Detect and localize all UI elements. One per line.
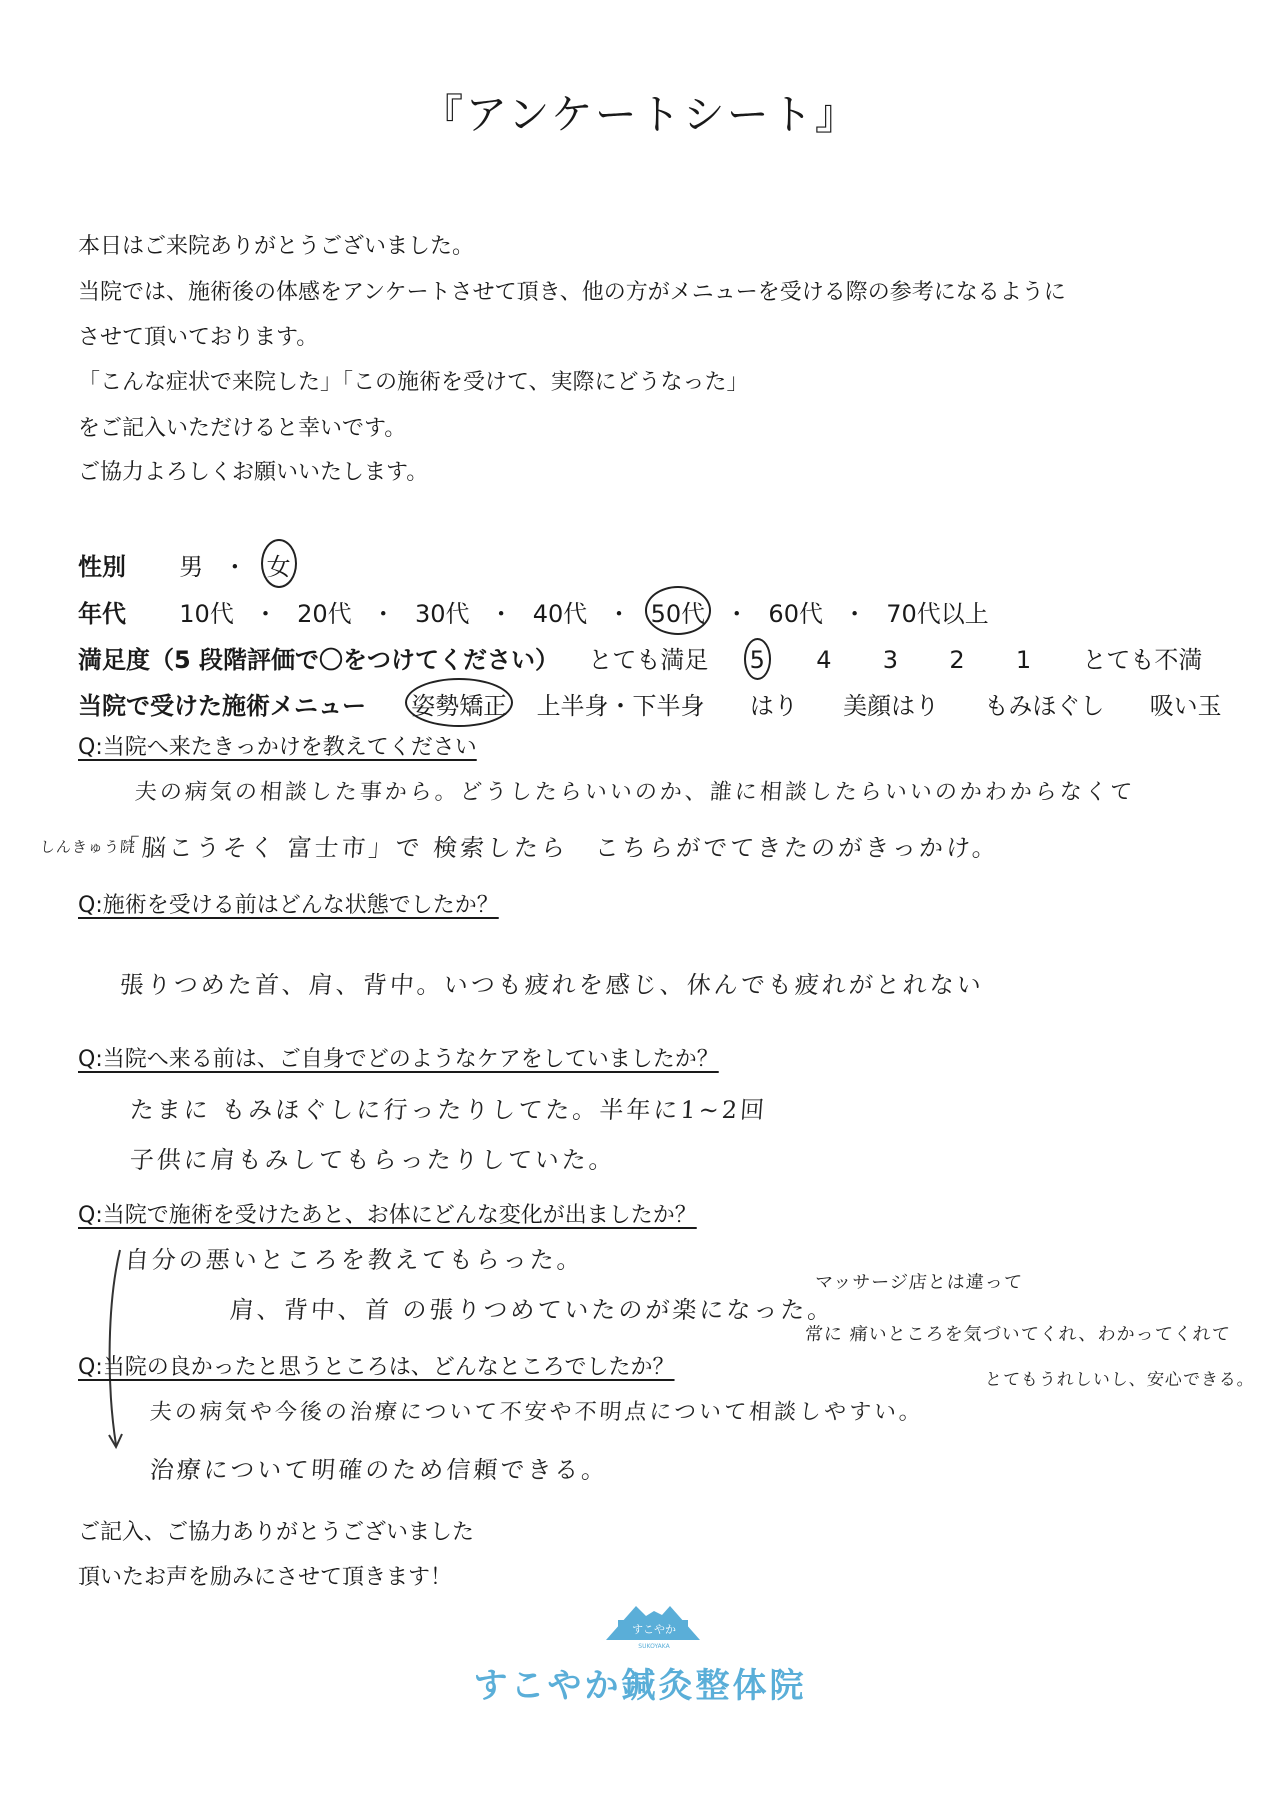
- menu-label: 当院で受けた施術メニュー: [78, 692, 366, 720]
- closing-line: 頂いたお声を励みにさせて頂きます！: [78, 1565, 453, 1590]
- menu-option-massage[interactable]: もみほぐし: [984, 692, 1105, 720]
- answer-1-line-1[interactable]: 夫の病気の相談した事から。どうしたらいいのか、誰に相談したらいいのかわからなくて: [133, 780, 1136, 805]
- gender-option-female[interactable]: 女: [267, 547, 291, 582]
- menu-option-cupping[interactable]: 吸い玉: [1149, 692, 1222, 720]
- intro-line: 本日はご来院ありがとうございました。: [78, 234, 475, 259]
- separator: ・: [222, 553, 247, 581]
- answer-4-line-1[interactable]: 自分の悪いところを教えてもらった。: [123, 1246, 585, 1274]
- page-title: 『アンケートシート』: [421, 90, 859, 139]
- question-4: Q:当院で施術を受けたあと、お体にどんな変化が出ましたか？: [78, 1203, 697, 1228]
- answer-4-line-2[interactable]: 肩、背中、首 の張りつめていたのが楽になった。: [228, 1296, 836, 1324]
- age-option-40s[interactable]: 40代: [532, 600, 588, 628]
- age-row: [78, 594, 989, 629]
- rating-1[interactable]: 1: [1015, 646, 1032, 674]
- intro-line: させて頂いております。: [78, 325, 319, 350]
- mountain-logo-icon: [598, 1600, 708, 1650]
- separator: ・: [489, 600, 514, 628]
- gender-option-male[interactable]: 男: [179, 553, 204, 581]
- closing-line: ご記入、ご協力ありがとうございました: [78, 1520, 475, 1545]
- answer-4-side-note[interactable]: マッサージ店とは違って: [814, 1272, 1024, 1293]
- satisfaction-low-label: とても不満: [1082, 646, 1203, 674]
- answer-5-line-2[interactable]: 治療について明確のため信頼できる。: [148, 1456, 610, 1484]
- answer-4-side-note[interactable]: とてもうれしいし、安心できる。: [984, 1370, 1256, 1390]
- logo-mark-subtext: SUKOYAKA: [638, 1643, 670, 1650]
- satisfaction-label: 満足度（5 段階評価で〇をつけてください）: [78, 646, 560, 674]
- separator: ・: [606, 600, 631, 628]
- rating-5[interactable]: 5: [749, 646, 765, 674]
- age-option-10s[interactable]: 10代: [179, 600, 234, 628]
- answer-3-line-1[interactable]: たまに もみほぐしに行ったりしてた。半年に1~2回: [128, 1096, 769, 1124]
- age-option-50s[interactable]: 50代: [651, 594, 706, 629]
- intro-line: 「こんな症状で来院した」「この施術を受けて、実際にどうなった」: [78, 370, 749, 395]
- age-option-20s[interactable]: 20代: [297, 600, 352, 628]
- menu-option-acupuncture[interactable]: はり: [749, 692, 798, 720]
- answer-1-line-2[interactable]: 「脳こうそく 富士市」で 検索したら こちらがでてきたのがきっかけ。: [113, 834, 1001, 862]
- intro-line: ご協力よろしくお願いいたします。: [78, 460, 429, 485]
- separator: ・: [842, 600, 867, 628]
- age-option-30s[interactable]: 30代: [414, 600, 470, 628]
- intro-line: 当院では、施術後の体感をアンケートさせて頂き、他の方がメニューを受ける際の参考になるように: [78, 280, 1066, 305]
- question-5: Q:当院の良かったと思うところは、どんなところでしたか？: [78, 1355, 675, 1380]
- rating-3[interactable]: 3: [882, 646, 899, 674]
- rating-2[interactable]: 2: [949, 646, 965, 674]
- satisfaction-high-label: とても満足: [588, 646, 709, 674]
- separator: ・: [253, 600, 278, 628]
- question-1: Q:当院へ来たきっかけを教えてください: [78, 735, 477, 760]
- question-2: Q:施術を受ける前はどんな状態でしたか？: [78, 893, 499, 918]
- age-label: 年代: [78, 600, 126, 628]
- answer-2-line-1[interactable]: 張りつめた首、肩、背中。いつも疲れを感じ、休んでも疲れがとれない: [118, 971, 985, 999]
- answer-3-line-2[interactable]: 子供に肩もみしてもらったりしていた。: [128, 1146, 617, 1174]
- answer-4-side-note[interactable]: 常に 痛いところを気づいてくれ、わかってくれて: [804, 1324, 1232, 1345]
- menu-option-facial-acupuncture[interactable]: 美顔はり: [843, 692, 940, 720]
- age-option-60s[interactable]: 60代: [768, 600, 823, 628]
- menu-option-posture[interactable]: 姿勢矯正: [411, 686, 507, 721]
- logo-mark-text: すこやか: [632, 1623, 676, 1636]
- answer-1-note: しんきゅう院: [39, 838, 137, 856]
- age-option-70s-plus[interactable]: 70代以上: [886, 600, 989, 628]
- clinic-name: すこやか鍼灸整体院: [473, 1666, 807, 1706]
- menu-option-upper-lower-body[interactable]: 上半身・下半身: [536, 692, 705, 720]
- menu-row: [78, 686, 1222, 721]
- question-3: Q:当院へ来る前は、ご自身でどのようなケアをしていましたか？: [78, 1047, 719, 1072]
- gender-row: [78, 547, 291, 582]
- rating-4[interactable]: 4: [816, 646, 832, 674]
- answer-5-line-1[interactable]: 夫の病気や今後の治療について不安や不明点について相談しやすい。: [148, 1400, 925, 1425]
- separator: ・: [724, 600, 749, 628]
- intro-line: をご記入いただけると幸いです。: [78, 416, 407, 441]
- separator: ・: [371, 600, 396, 628]
- satisfaction-row: [78, 640, 1202, 675]
- gender-label: 性別: [78, 553, 126, 581]
